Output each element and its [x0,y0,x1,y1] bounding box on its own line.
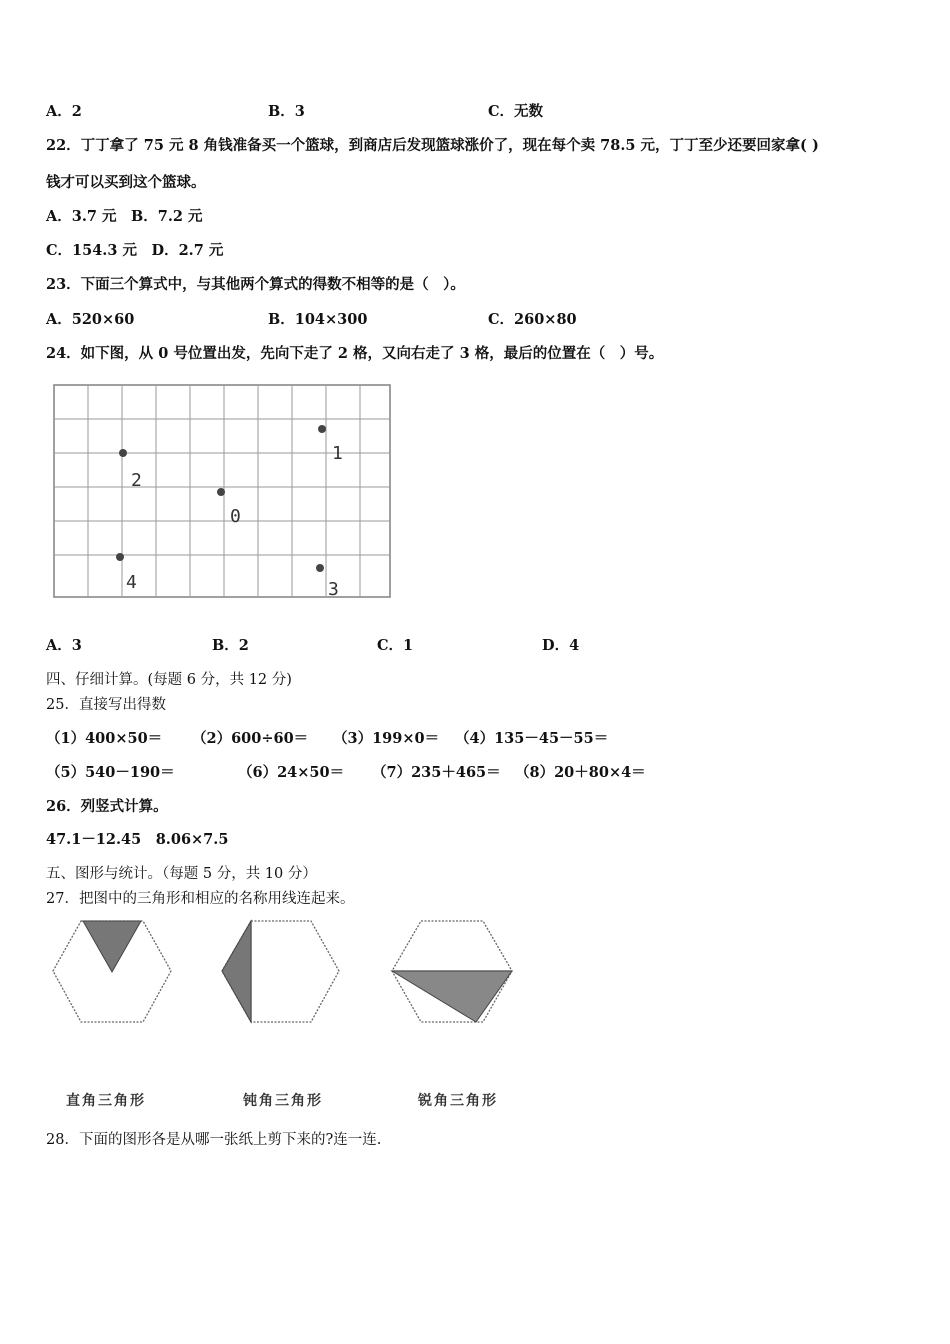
hexagon-figure-2 [218,916,343,1028]
q24-option-d: D．4 [542,637,580,654]
shaded-triangle-2 [222,921,251,1022]
shaded-triangle-1 [83,921,141,972]
label-acute-triangle: 锐角三角形 [418,1093,498,1109]
q25-item-1: （1）400×50＝ [46,730,163,747]
q22-text-line1: 22．丁丁拿了 75 元 8 角钱准备买一个篮球，到商店后发现篮球涨价了，现在每个卖 78.5 元，丁丁至少还要回家拿( ) [46,137,819,154]
section4-title: 四、仔细计算。(每题 6 分，共 12 分) [46,672,292,688]
q25-item-8: （8）20＋80×4＝ [515,764,646,781]
q25-item-2: （2）600÷60＝ [192,730,309,747]
shaded-triangle-3 [392,971,512,1022]
point-1-label: 1 [332,443,343,464]
hexagon-figure-1 [50,916,175,1028]
q24-option-b: B．2 [212,637,249,654]
q25-item-7: （7）235＋465＝ [372,764,501,781]
q22-options-row2: C．154.3 元 D．2.7 元 [46,242,224,259]
q22-text-line2: 钱才可以买到这个篮球。 [46,174,206,191]
q25-item-5: （5）540－190＝ [46,764,175,781]
q24-option-c: C．1 [377,637,414,654]
hexagon-figure-3 [388,916,516,1028]
label-right-triangle: 直角三角形 [66,1093,146,1109]
label-obtuse-triangle: 钝角三角形 [243,1093,323,1109]
point-0-dot [217,488,225,496]
q24-grid-figure [48,382,396,604]
point-4-dot [116,553,124,561]
q24-text: 24．如下图，从 0 号位置出发，先向下走了 2 格，又向右走了 3 格，最后的位置在（ ）号。 [46,345,664,362]
q25-title: 25．直接写出得数 [46,697,166,713]
q21-option-c: C．无数 [488,103,544,120]
q23-option-b: B．104×300 [268,311,368,328]
q25-item-4: （4）135－45－55＝ [455,730,609,747]
q23-option-a: A．520×60 [46,311,135,328]
point-3-label: 3 [328,579,339,600]
q21-option-b: B．3 [268,103,305,120]
q23-option-c: C．260×80 [488,311,577,328]
q28-title: 28．下面的图形各是从哪一张纸上剪下来的?连一连. [46,1132,382,1148]
q25-item-6: （6）24×50＝ [238,764,345,781]
q27-title: 27．把图中的三角形和相应的名称用线连起来。 [46,891,355,907]
point-0-label: 0 [230,506,241,527]
q26-items: 47.1－12.45 8.06×7.5 [46,831,229,848]
point-4-label: 4 [126,572,137,593]
point-1-dot [318,425,326,433]
q25-item-3: （3）199×0＝ [333,730,440,747]
section5-title: 五、图形与统计。（每题 5 分，共 10 分） [46,866,317,882]
point-2-label: 2 [131,470,142,491]
q22-options-row1: A．3.7 元 B．7.2 元 [46,208,203,225]
q21-option-a: A．2 [46,103,82,120]
q26-title: 26．列竖式计算。 [46,798,168,815]
q23-text: 23．下面三个算式中，与其他两个算式的得数不相等的是（ ）。 [46,276,465,293]
q24-option-a: A．3 [46,637,82,654]
point-2-dot [119,449,127,457]
point-3-dot [316,564,324,572]
